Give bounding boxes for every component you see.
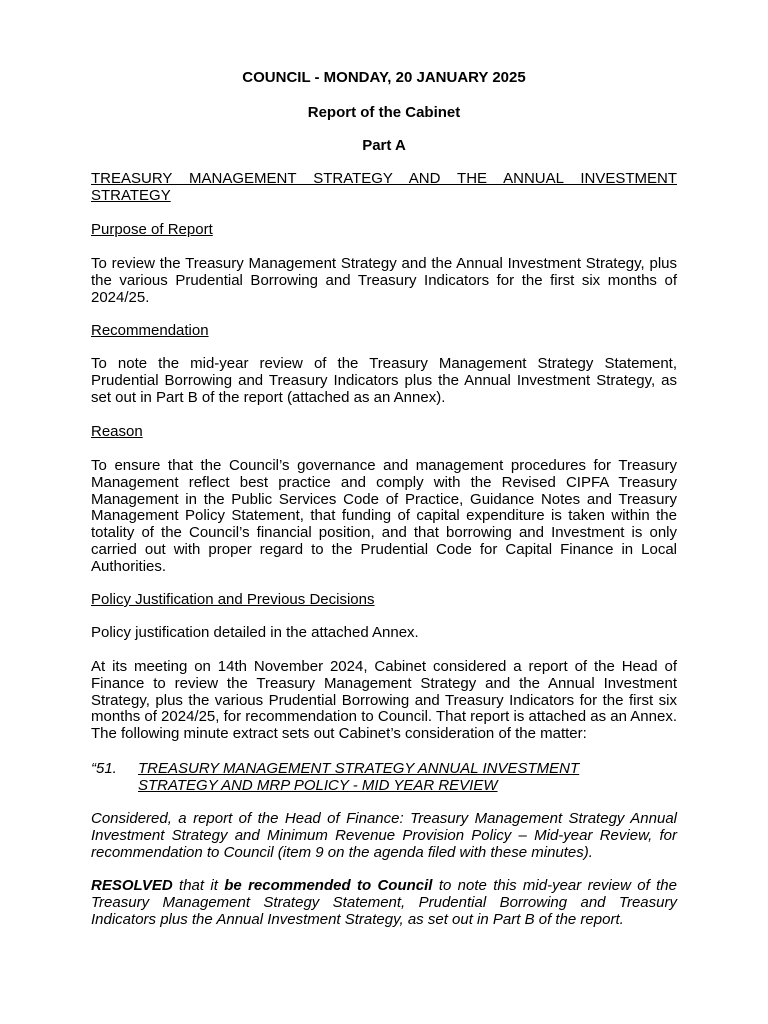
minute-heading-line-1: TREASURY MANAGEMENT STRATEGY ANNUAL INVESTMENT — [138, 760, 580, 777]
resolved-rest: to note this mid-year review of the Treasury Management Strategy Statement, Prudential Borrowing and Treasury Indicators plus the Annual Investment Strategy, as set out in Part B of the report. — [91, 877, 677, 928]
recommendation-heading: Recommendation — [91, 322, 209, 339]
report-subtitle: Report of the Cabinet — [307, 104, 461, 121]
meeting-paragraph: At its meeting on 14th November 2024, Cabinet considered a report of the Head of Finance to review the Treasury Management Strategy and the Annual Investment Strategy, plus the various Prudential Borrowing and Treasury Indicators for the first six months of 2024/25, for recommendation to Council. That report is attached as an Annex. The following minute extract sets out Cabinet’s consideration of the matter: — [91, 658, 677, 743]
minute-resolution — [91, 878, 677, 928]
policy-heading: Policy Justification and Previous Decisions — [91, 591, 375, 608]
purpose-heading: Purpose of Report — [91, 221, 213, 238]
meeting-title: COUNCIL - MONDAY, 20 JANUARY 2025 — [242, 69, 526, 86]
recommendation-text: To note the mid-year review of the Treasury Management Strategy Statement, Prudential Borrowing and Treasury Indicators plus the Annual Investment Strategy, as set out in Part B of the report (attached as an Annex). — [91, 355, 677, 406]
part-label: Part A — [362, 137, 406, 154]
purpose-text: To review the Treasury Management Strategy and the Annual Investment Strategy, plus the various Prudential Borrowing and Treasury Indicators for the first six months of 2024/25. — [91, 255, 677, 306]
reason-heading: Reason — [91, 423, 143, 440]
minute-heading-line-2: STRATEGY AND MRP POLICY - MID YEAR REVIEW — [138, 777, 498, 794]
minute-considered-text: Considered, a report of the Head of Finance: Treasury Management Strategy Annual Investment Strategy and Minimum Revenue Provision Policy – Mid-year Review, for recommendation to Council (item 9 on the agenda filed with these minutes). — [91, 810, 677, 861]
report-title: TREASURY MANAGEMENT STRATEGY AND THE ANNUAL INVESTMENT STRATEGY — [91, 170, 677, 204]
resolved-label: RESOLVED — [91, 877, 173, 894]
resolved-recommendation: be recommended to Council — [224, 877, 433, 894]
policy-text: Policy justification detailed in the attached Annex. — [91, 624, 419, 641]
reason-text: To ensure that the Council’s governance and management procedures for Treasury Management reflect best practice and comply with the Revised CIPFA Treasury Management in the Public Services Code of Practice, Guidance Notes and Treasury Management Policy Statement, that funding of capital expenditure is taken within the totality of the Council’s financial position, and that borrowing and Investment is only carried out with proper regard to the Prudential Code for Capital Finance in Local Authorities. — [91, 457, 677, 575]
resolved-that: that it — [172, 877, 225, 894]
minute-number: “51. — [91, 760, 117, 777]
